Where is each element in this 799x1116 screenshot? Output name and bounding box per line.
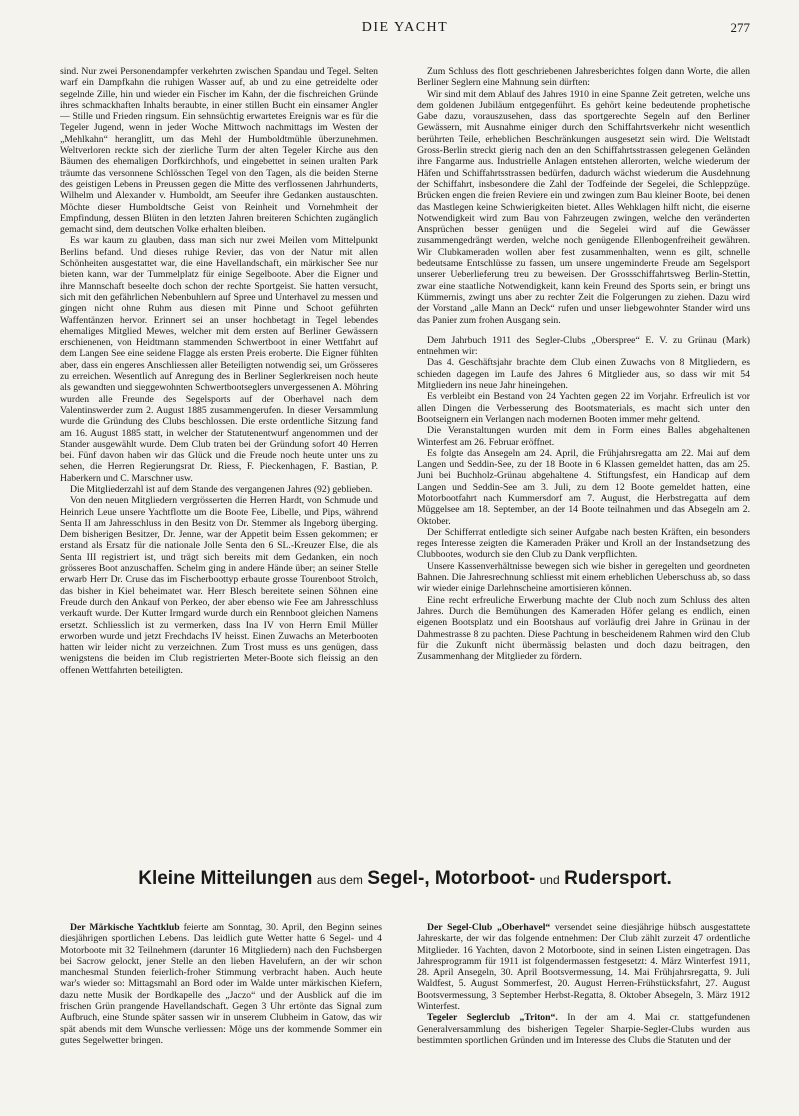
paragraph: Es war kaum zu glauben, dass man sich nur zwei Meilen vom Mittelpunkt Berlins befand. Und dieses ruhige Revier, das von der Natur mit allen Schönheiten ausgestattet war, die eine Havellandschaft, ein märkischer See nur bieten kann, war der Tummelplatz für einige Segelboote. Aber die Eigner und ihre Mannschaft beseelte doch schon der rechte Sportgeist. Sie hatten versucht, sich mit den gefährlichen Nebenbuhlern auf Spree und Unterhavel zu messen und gingen nicht ohne Ruhm aus diesen mit Pinne und Schoot geführten Waffentänzen hervor. Erinnert sei an unser hochbetagt in Tegel lebendes ehemaliges Mitglied Mewes, welcher mit dem ersten auf Berliner Gewässern erschienenen, von Heidtmann stammenden Schwertboot in einer Wettfahrt auf dem Langen See eine seidene Flagge als ersten Preis eroberte. Die Eigner fühlten aber, dass ein engeres Anschliessen aller Beteiligten notwendig sei, um Grösseres zu erreichen. Wesentlich auf Anregung des in Berliner Seglerkreisen noch heute als gewandten und sieggewohnten Schwertbootseglers unvergessenen A. Möhring wurden alle Freunde des Segelsports auf der Oberhavel nach dem Valentinswerder zum 2. August 1885 zusammengerufen. In dieser Versammlung wurde die Gründung des Clubs beschlossen. Die erste ordentliche Sitzung fand am 16. August 1885 statt, in welcher der Statutenentwurf angenommen und der Stander ausgewählt wurde. Dem Club traten bei der Gründung sofort 40 Herren bei. Fünf davon haben wir das Glück und die Freude noch heute unter uns zu sehen, die Herren Regierungsrat Dr. Riess, F. Pieckenhagen, F. Bastian, P. Haberkern und C. Marschner usw. [60, 235, 378, 484]
heading-part: Rudersport. [564, 868, 672, 889]
paragraph: Der Schifferrat entledigte sich seiner Aufgabe nach besten Kräften, ein besonders reges Interesse zeigten die Kameraden Präker und Kroll an der Instandsetzung des Clubbootes, wodurch sie den Club zu Dank verpflichten. [417, 526, 750, 561]
club-name: Der Segel-Club „Oberhavel“ [427, 922, 551, 933]
paragraph: Von den neuen Mitgliedern vergrösserten die Herren Hardt, von Schmude und Heinrich Leue unsere Yachtflotte um die Boote Fee, Libelle, und Pips, während Senta II am Jahresschluss in den Besitz von Dr. Stemmer als Ingeborg überging. Dem bisherigen Besitzer, Dr. Jenne, war der Appetit beim Essen gekommen; er erstand als Ersatz für die nationale Jolle Senta den 6 SL.-Kreuzer Else, die als Senta III registriert ist, und trägt sich bereits mit dem Gedanken, ein noch grösseres Boot anzuschaffen. Schelm ging in andere Hände über; an seiner Stelle erwarb Herr Dr. Cruse das im Fischerboottyp erbaute grosse Tourenboot Strolch, das bisher in Kiel beheimatet war. Herr Blesch bereitete seinen Söhnen eine Freude durch den Ankauf von Perkeo, der aber ebenso wie Fee am Jahresschluss verkauft wurde. Der Kutter Irmgard wurde durch ein Rennboot gleichen Namens ersetzt. Schliesslich ist zu vermerken, dass Ina IV von Herrn Emil Müller erworben wurde und jetzt Frechdachs IV heisst. Einen Zuwachs an Meterbooten hatten wir leider nicht zu verzeichnen. Zum Trost muss es uns genügen, dass wenigstens die beiden im Club registrierten Meter-Boote sich fleissig an den offenen Wettfahrten beteiligten. [60, 495, 378, 676]
club-name: Der Märkische Yachtklub [70, 922, 180, 933]
paragraph: Die Mitgliederzahl ist auf dem Stande des vergangenen Jahres (92) geblieben. [70, 483, 373, 495]
paragraph: Dem Jahrbuch 1911 des Segler-Clubs „Oberspree“ E. V. zu Grünau (Mark) entnehmen wir: [417, 334, 750, 358]
paragraph: sind. Nur zwei Personendampfer verkehrten zwischen Spandau und Tegel. Selten warf ein Dampfkahn die ruhigen Wasser auf, ab und zu eine getreidelte oder segelnde Zille, hin und wieder ein Fischer im Kahn, der die fischreichen Gründe ihres schmackhaften Inhalts beraubte, in einer stillen Bucht ein einsamer Angler — Stille und Frieden ringsum. Ein sehnsüchtig erwartetes Ereignis war es für die Tegeler Jugend, wenn in jeder Woche Mittwoch nachmittags im Westen der „Mehlkahn“ heranglitt, um das Mehl der Humboldtmühle überzunehmen. Weltverloren reckte sich der zierliche Turm der alten Tegeler Kirche aus den Bäumen des ehemaligen Dorfkirchhofs, und eingebettet in seinen uralten Park träumte das versonnene Schlösschen Tegel von den Tagen, als die beiden Sterne des geistigen Lebens in Preussen gegen die Mitte des verflossenen Jahrhunderts, Wilhelm und Alexander v. Humboldt, am Seeufer ihre Gedanken austauschten. Möchte dieser Humboldtsche Geist von Reinheit und Vornehmheit der Empfindung, dessen Blüten in den letzten Jahren breiteren Schichten zugänglich gemacht sind, dem deutschen Volke erhalten bleiben. [60, 66, 378, 236]
news-text: In der am 4. Mai cr. stattgefundenen Generalversammlung des bisherigen Tegeler Sharpie-Segler-Clubs wurden aus bestimmten sportlichen Gründen und im Interesse des Clubs die Statuten und der [417, 1012, 750, 1046]
club-name: Tegeler Seglerclub „Triton“. [427, 1012, 558, 1024]
bottom-right-column [417, 922, 750, 1092]
paragraph: Zum Schluss des flott geschriebenen Jahresberichtes folgen dann Worte, die allen Berliner Seglern eine Mahnung sein dürften: [417, 66, 750, 89]
heading-part: Kleine Mitteilungen [138, 868, 313, 889]
journal-title: DIE YACHT [361, 20, 449, 35]
page-number: 277 [730, 20, 750, 35]
news-text: versendet seine diesjährige hübsch ausgestattete Jahreskarte, der wir das folgende entnehmen: Der Club zählt zurzeit 47 ordentliche Mitglieder. 16 Yachten, davon 2 Motorboote, sind in seinen Listen eingetragen. Das Jahresprogramm für 1911 ist folgendermassen festgesetzt: 4. März Winterfest 1911, 28. April Ansegeln, 30. April Bootsvermessung, 14. Mai Frühjahrsregatta, 9. Juli Waldfest, 5. August Sommerfest, 20. August Herren-Frühstücksfahrt, 27. August Bootsvermessung, 3 September Herbst-Regatta, 8. Oktober Absegeln, 3. März 1912 Winterfest. [417, 922, 750, 1013]
paragraph: Es verbleibt ein Bestand von 24 Yachten gegen 22 im Vorjahr. Erfreulich ist vor allen Dingen die Verbesserung des Bootsmaterials, es macht sich unter den Bootseignern ein Verlangen nach modernen Booten immer mehr geltend. [417, 391, 750, 425]
news-item [417, 1012, 750, 1046]
news-text: feierte am Sonntag, 30. April, den Beginn seines diesjährigen sportlichen Lebens. Das leidlich gute Wetter hatte 6 Segel- und 4 Motorboote mit 32 Teilnehmern (darunter 16 Mitgliedern) nach den Fuchsbergen bei Sacrow gelockt, jener Stelle an den lieben Havelufern, an der wir schon manchesmal Stunden feierlich-froher Stimmung verbracht haben. Auch heute war's wieder so: Mittagsmahl an Bord oder im Walde unter märkischen Kiefern, dazu nette Musik der Bordkapelle des „Jaczo“ und der Ausblick auf die im frischen Grün prangende Havellandschaft. Gegen 3 Uhr ertönte das Signal zum Aufbruch, eine Stunde später sassen wir in unserem Clubheim in Gatow, das wir spät abends mit dem Wunsche verliessen: Möge uns der kommende Sommer ein gutes Segelwetter bringen. [60, 922, 382, 1046]
section-heading [60, 868, 750, 902]
right-column [417, 66, 750, 836]
news-item [60, 922, 382, 1046]
news-item [417, 922, 750, 1012]
paragraph: Unsere Kassenverhältnisse bewegen sich wie bisher in geregelten und geordneten Bahnen. Die Jahresrechnung schliesst mit einem erheblichen Ueberschuss ab, so dass wir wieder einige Darlehnscheine amortisieren können. [417, 560, 750, 595]
paragraph: Das 4. Geschäftsjahr brachte dem Club einen Zuwachs von 8 Mitgliedern, es schieden dagegen im Laufe des Jahres 6 Mitglieder aus, so dass wir mit 54 Mitgliedern ins neue Jahr hineingehen. [417, 357, 750, 392]
heading-part: und [539, 873, 560, 887]
running-header [60, 18, 750, 44]
paragraph: Die Veranstaltungen wurden mit dem in Form eines Balles abgehaltenen Winterfest am 26. Februar eröffnet. [417, 425, 750, 448]
quote-paragraph: Wir sind mit dem Ablauf des Jahres 1910 in eine Spanne Zeit getreten, welche uns dem goldenen Jubiläum entgegenführt. Es gehört keine bedeutende prophetische Gabe dazu, vorauszusehen, dass das sportgerechte Segeln auf den Berliner Gewässern, mit Ausnahme einiger durch den Schiffahrtsverkehr nicht wesentlich berührten Teile, erheblichen Beschränkungen ausgesetzt sein wird. Die Weltstadt Gross-Berlin streckt gierig nach den an den Schiffahrtsstrassen gelegenen Geländen ihre Fangarme aus. Industrielle Anlagen entstehen allerorten, welche wiederum der Häfen und Schiffahrtsstrassen bedürfen, dadurch wächst wiederum die Ausdehnung der Schiffahrt, insbesondere die Zahl der Todfeinde der Segelei, die Schleppzüge. Brücken engen die freien Reviere ein und zwingen zum Bau kleiner Boote, bei denen das Mastlegen keine Schwierigkeiten bietet. Alles Wehklagen hilft nicht, die eiserne Notwendigkeit wird zum Bau von Fahrzeugen zwingen, welche den veränderten Ansprüchen besser genügen und die Segelei wird auf die Gewässer zusammengedrängt werden, welche noch genügende Ellenbogenfreiheit gewähren. Wir Clubkameraden wollen aber fest zusammenhalten, wenn es gilt, schnelle bedeutsame Entschlüsse zu fassen, um unsere ungeminderte Freude am Segelsport unserer Ueberlieferung treu zu beweisen. Der Grossschiffahrtsweg Berlin-Stettin, zwar eine staatliche Notwendigkeit, kann kein Freund des Sports sein, er bringt uns Kümmernis, zwingt uns aber zu rechter Zeit die Folgerungen zu ziehen. Dazu wird der Vorstand „alle Mann an Deck“ rufen und unser liebgewohnter Stander wird uns das Panier zum frohen Ausgang sein. [417, 88, 750, 326]
heading-part: Segel-, Motorboot- [367, 868, 536, 889]
paragraph: Es folgte das Ansegeln am 24. April, die Frühjahrsregatta am 22. Mai auf dem Langen und Seddin-See, zu der 18 Boote in 6 Klassen gemeldet hatten, das am 25. Juni bei Buchholz-Grünau abgehaltene 4. Stiftungsfest, ein Handicap auf dem Langen und Seddin-See am 3. Juli, zu dem 12 Boote gemeldet hatten, eine Motorbootfahrt nach Kummersdorf am 7. August, die Herbstregatta auf dem Müggelsee am 18. September, an der 14 Boote teilnahmen und das Absegeln am 2. Oktober. [417, 447, 750, 527]
paragraph: Eine recht erfreuliche Erwerbung machte der Club noch zum Schluss des alten Jahres. Durch die Bemühungen des Kameraden Höfer gelang es endlich, einen eigenen Bootsplatz und ein Bootshaus auf vorläufig drei Jahre in Grünau in der Dahmestrasse 8 zu pachten. Diese Pachtung in bescheidenem Rahmen wird den Club für die Zukunft nicht übermässig belasten und doch dazu beitragen, den Zusammenhang der Mitglieder zu fördern. [417, 594, 750, 663]
left-column [60, 66, 378, 836]
bottom-left-column [60, 922, 382, 1092]
heading-part: aus dem [316, 873, 363, 887]
